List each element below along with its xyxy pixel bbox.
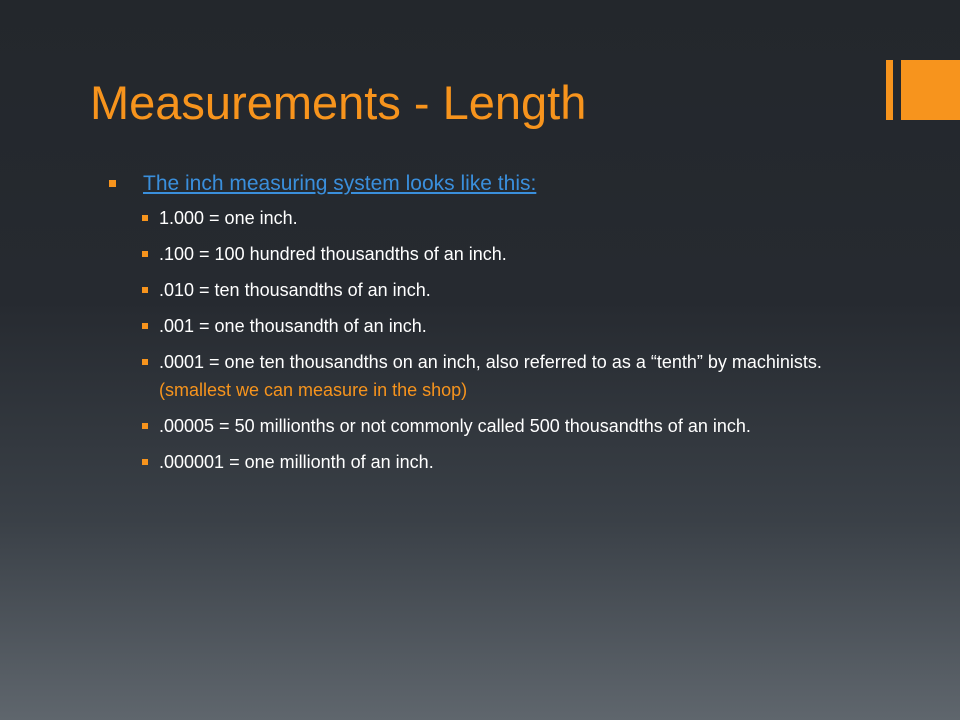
accent-bar-thick bbox=[901, 60, 960, 120]
slide-content bbox=[105, 166, 845, 476]
list-item bbox=[105, 276, 845, 304]
list-item-text: .010 = ten thousandths of an inch. bbox=[159, 280, 431, 300]
slide-title: Measurements - Length bbox=[90, 76, 587, 129]
list-item-text: .100 = 100 hundred thousandths of an inch. bbox=[159, 244, 507, 264]
list-item bbox=[105, 348, 845, 404]
square-bullet-icon bbox=[142, 287, 148, 293]
square-bullet-icon bbox=[142, 251, 148, 257]
list-item bbox=[105, 448, 845, 476]
list-item bbox=[105, 312, 845, 340]
list-item-text: 1.000 = one inch. bbox=[159, 208, 298, 228]
list-item-text: .0001 = one ten thousandths on an inch, also referred to as a “tenth” by machinists. bbox=[159, 352, 822, 372]
square-bullet-icon bbox=[142, 215, 148, 221]
list-item bbox=[105, 204, 845, 232]
measurement-list bbox=[105, 204, 845, 476]
square-bullet-icon bbox=[109, 180, 116, 187]
list-item-text: .000001 = one millionth of an inch. bbox=[159, 452, 434, 472]
corner-accent bbox=[886, 60, 960, 120]
main-bullet-item bbox=[105, 166, 845, 202]
accent-bar-thin bbox=[886, 60, 893, 120]
list-item bbox=[105, 240, 845, 268]
list-item-text: .001 = one thousandth of an inch. bbox=[159, 316, 427, 336]
square-bullet-icon bbox=[142, 323, 148, 329]
list-item-text: .00005 = 50 millionths or not commonly called 500 thousandths of an inch. bbox=[159, 416, 751, 436]
shop-note: (smallest we can measure in the shop) bbox=[159, 380, 468, 400]
square-bullet-icon bbox=[142, 459, 148, 465]
square-bullet-icon bbox=[142, 423, 148, 429]
square-bullet-icon bbox=[142, 359, 148, 365]
list-item bbox=[105, 412, 845, 440]
inch-system-link[interactable]: The inch measuring system looks like this: bbox=[143, 172, 537, 195]
